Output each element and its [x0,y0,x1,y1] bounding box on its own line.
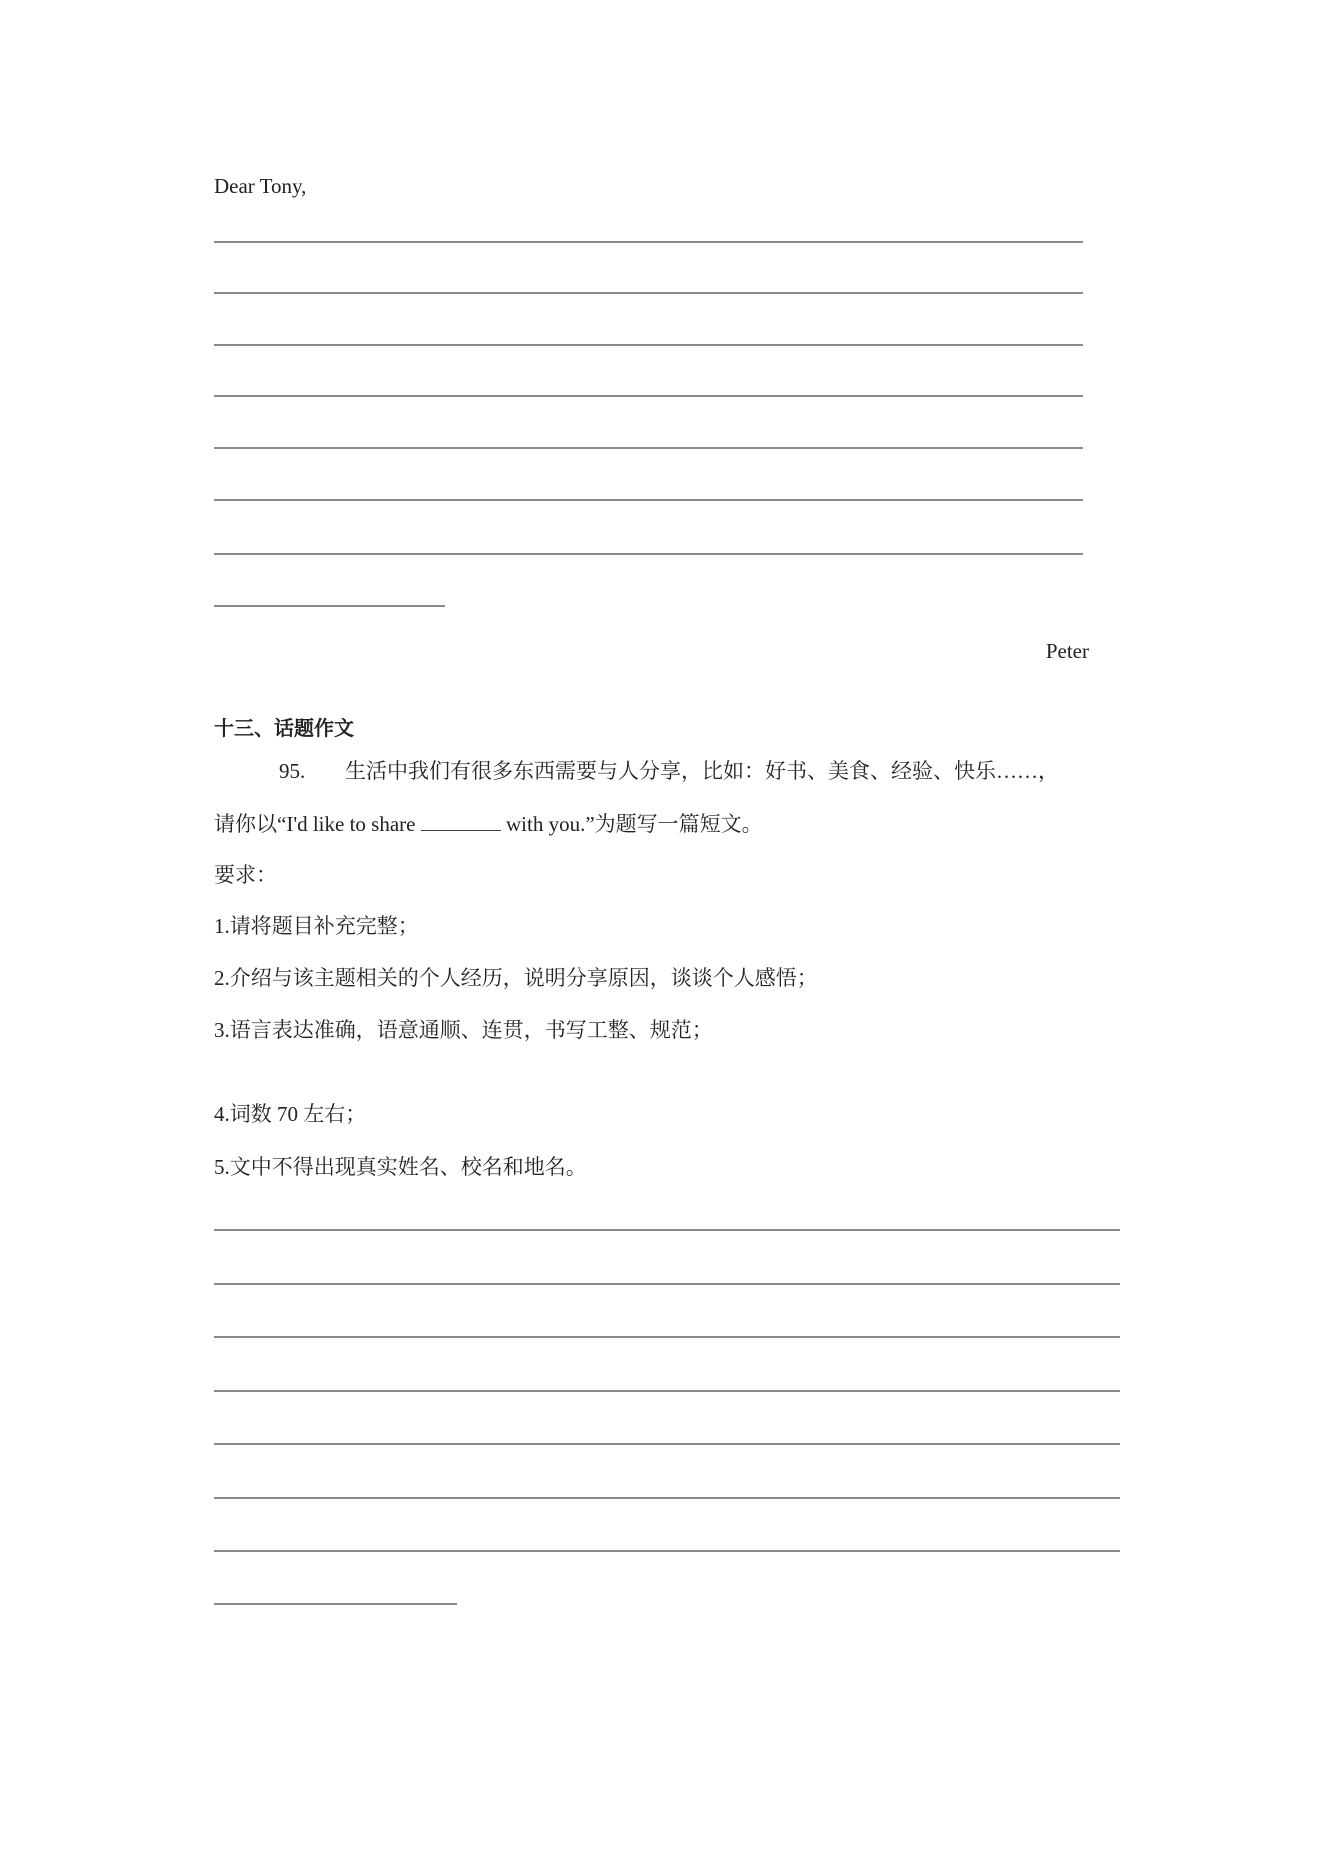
title-blank[interactable] [421,812,501,831]
prompt-line-2-before: 请你以“I'd like to share [214,812,416,836]
letter-signature: Peter [1045,639,1089,663]
prompt-line-2 [214,812,763,836]
requirement-item: 3.语言表达准确，语意通顺、连贯，书写工整、规范； [214,1018,713,1042]
requirement-item: 1.请将题目补充完整； [214,914,419,938]
letter-greeting: Dear Tony, [214,174,307,198]
essay-writing-line[interactable] [214,1497,1120,1499]
essay-writing-line[interactable] [214,1390,1120,1392]
essay-writing-line[interactable] [214,1443,1120,1445]
prompt-line-1: 生活中我们有很多东西需要与人分享，比如：好书、美食、经验、快乐……， [345,759,1059,783]
essay-writing-line[interactable] [214,1550,1120,1552]
letter-writing-line-short[interactable] [214,605,445,607]
requirement-item: 2.介绍与该主题相关的个人经历，说明分享原因，谈谈个人感悟； [214,966,818,990]
question-number: 95. [279,759,306,783]
letter-writing-line[interactable] [214,395,1083,397]
requirements-label: 要求： [214,863,277,887]
essay-writing-line[interactable] [214,1229,1120,1231]
section-heading: 十三、话题作文 [214,716,354,740]
letter-writing-line[interactable] [214,447,1083,449]
requirement-item: 4.词数 70 左右； [214,1102,367,1126]
requirement-item: 5.文中不得出现真实姓名、校名和地名。 [214,1155,587,1179]
letter-writing-line[interactable] [214,499,1083,501]
essay-writing-line[interactable] [214,1283,1120,1285]
letter-writing-line[interactable] [214,553,1083,555]
essay-writing-line-short[interactable] [214,1603,457,1605]
prompt-line-2-after: with you.”为题写一篇短文。 [505,812,763,836]
letter-writing-line[interactable] [214,292,1083,294]
essay-writing-line[interactable] [214,1336,1120,1338]
letter-writing-line[interactable] [214,241,1083,243]
letter-writing-line[interactable] [214,344,1083,346]
